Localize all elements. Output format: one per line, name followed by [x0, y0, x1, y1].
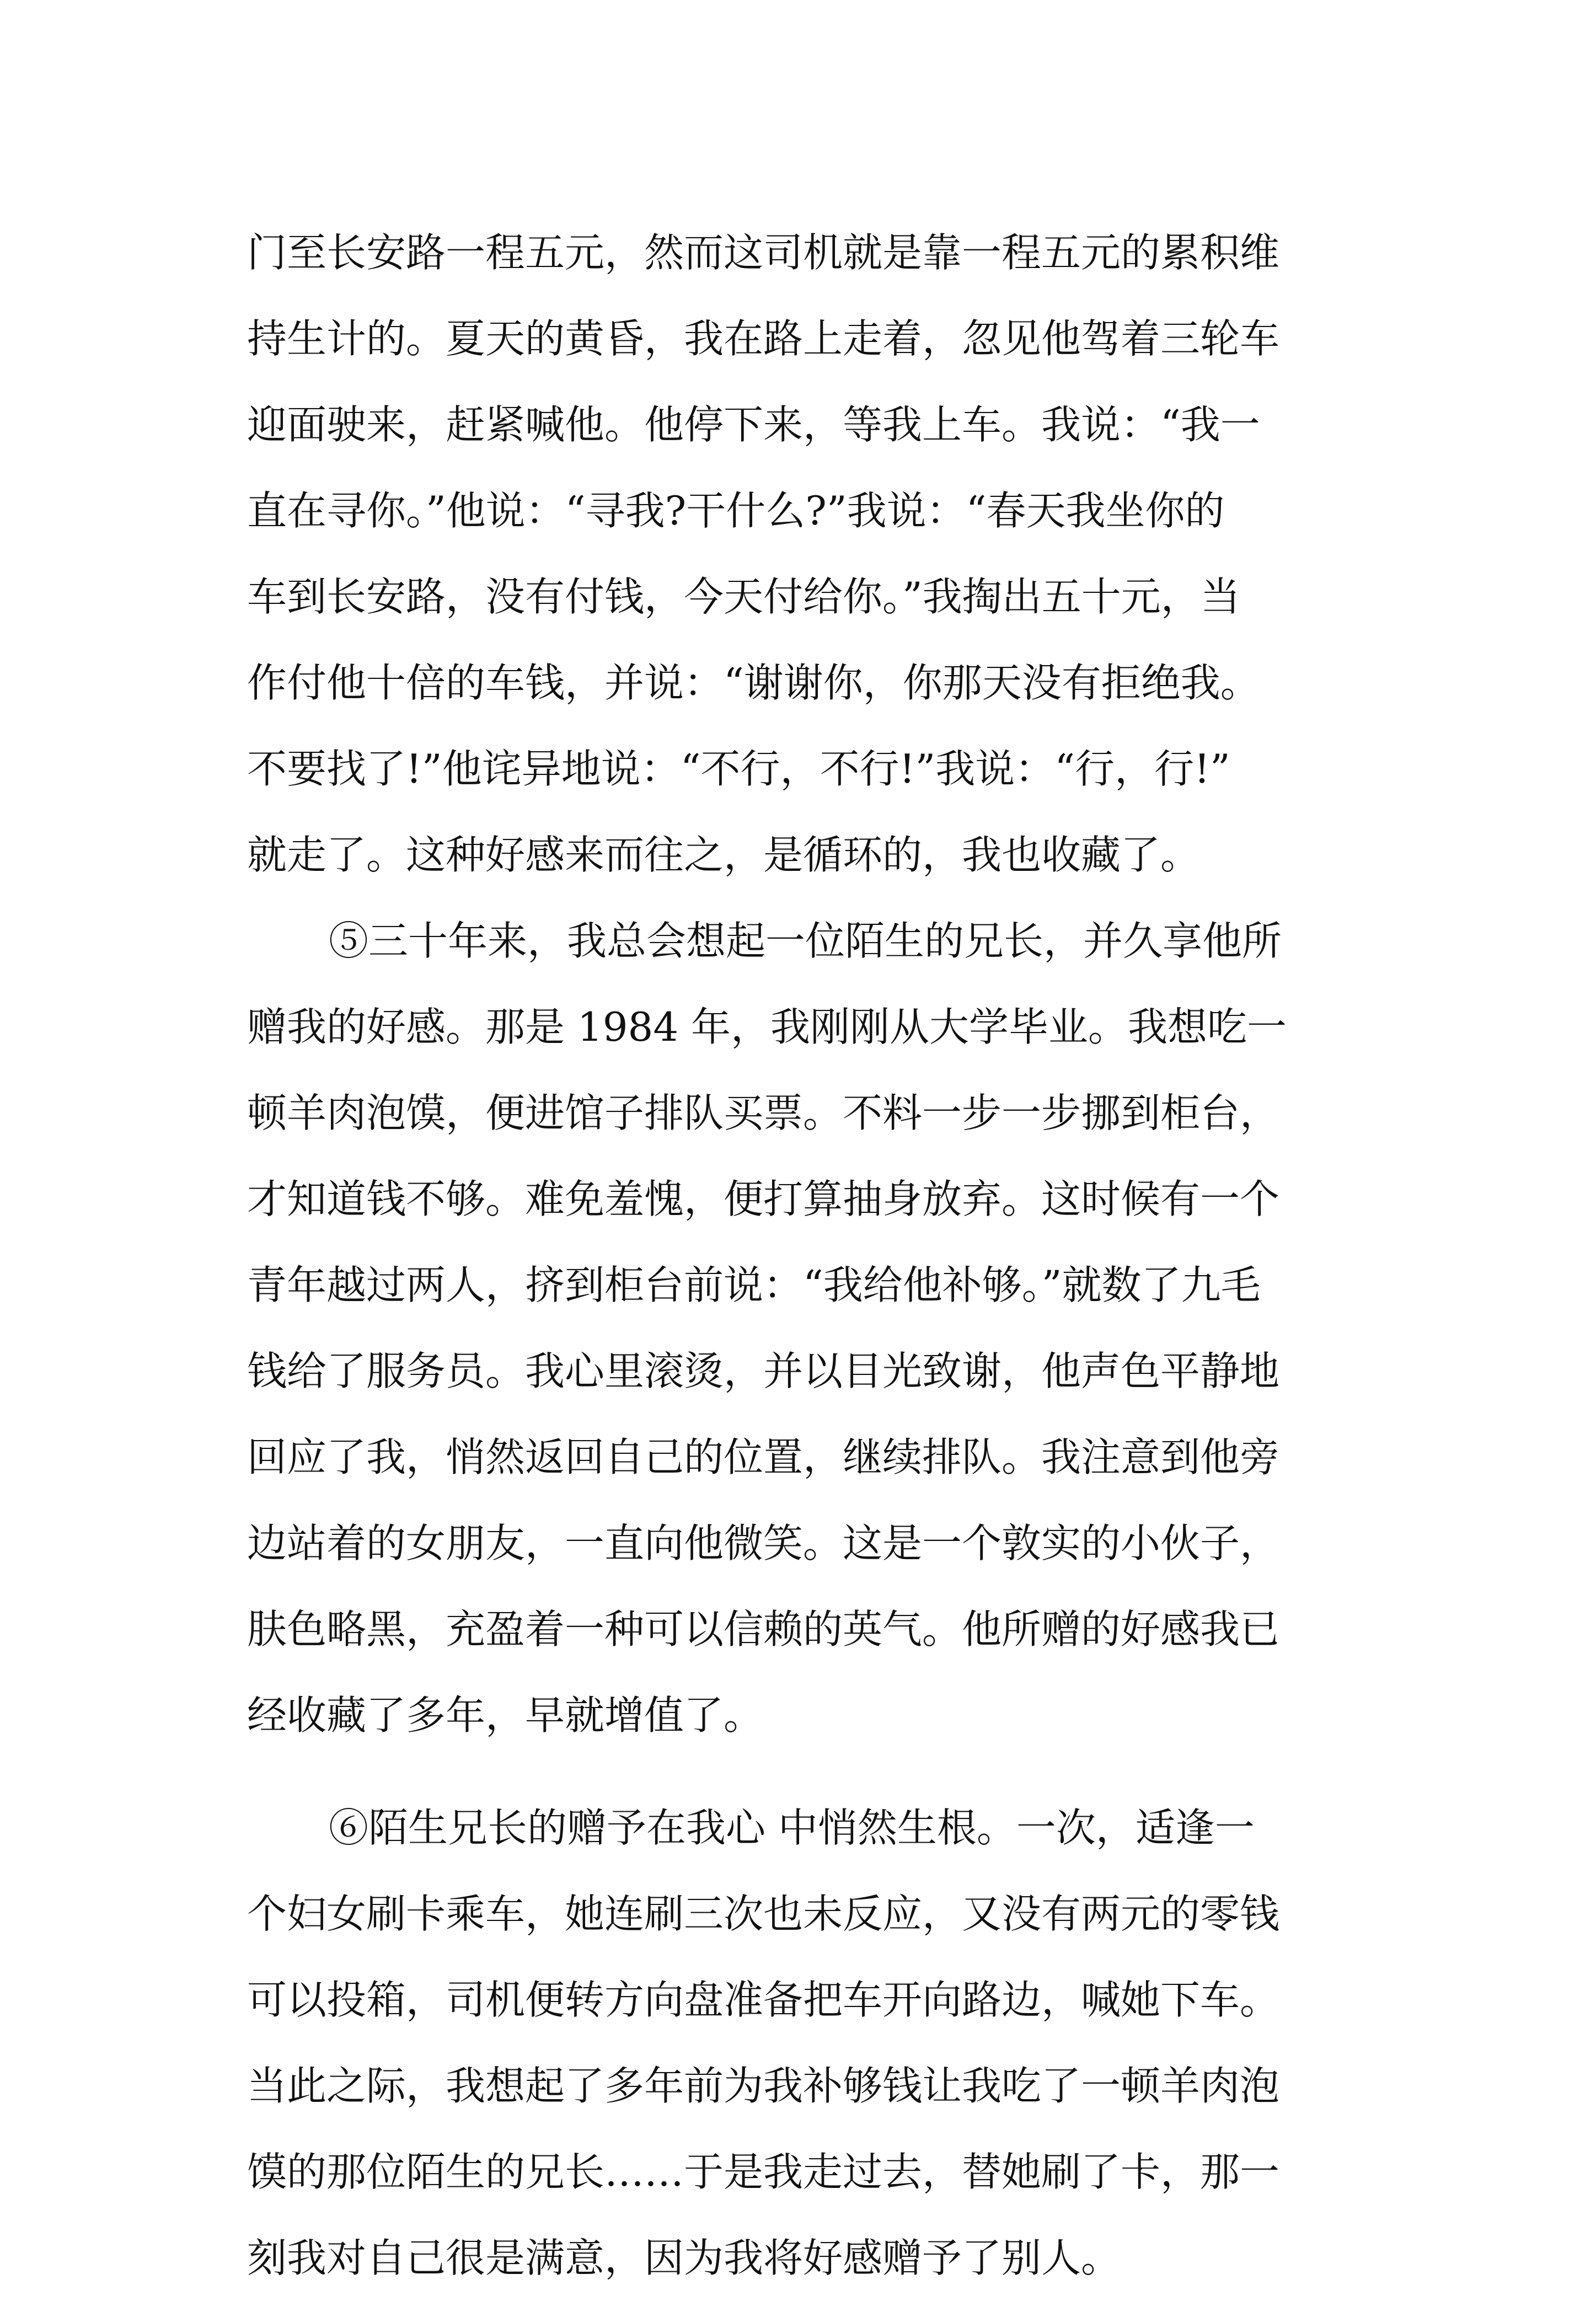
- text-line: 不要找了!”他诧异地说：“不行，不行!”我说：“行，行!”: [247, 746, 1230, 792]
- paragraph-4-continuation: [247, 210, 1394, 898]
- text-line: 顿羊肉泡馍，便进馆子排队买票。不料一步一步挪到柜台，: [247, 1090, 1280, 1136]
- paragraph-5: [247, 898, 1394, 1758]
- text-line: 门至长安路一程五元，然而这司机就是靠一程五元的累积维: [247, 229, 1280, 276]
- text-line: 馍的那位陌生的兄长……于是我走过去，替她刷了卡，那一: [247, 2149, 1280, 2195]
- paragraph-6: [247, 1785, 1394, 2301]
- text-line: 当此之际，我想起了多年前为我补够钱让我吃了一顿羊肉泡: [247, 2063, 1280, 2109]
- text-line: 青年越过两人，挤到柜台前说：“我给他补够。”就数了九毛: [247, 1262, 1261, 1308]
- text-line: 就走了。这种好感来而往之，是循环的，我也收藏了。: [247, 832, 1201, 878]
- text-line: 可以投箱，司机便转方向盘准备把车开向路边，喊她下车。: [247, 1977, 1280, 2023]
- text-line: 回应了我，悄然返回自己的位置，继续排队。我注意到他旁: [247, 1434, 1280, 1480]
- text-line: 迎面驶来，赶紧喊他。他停下来，等我上车。我说：“我一: [247, 402, 1260, 448]
- paragraph-gap: [247, 1758, 1394, 1785]
- text-line: 肤色略黑，充盈着一种可以信赖的英气。他所赠的好感我已: [247, 1606, 1280, 1652]
- text-line: 直在寻你。”他说：“寻我?干什么?”我说：“春天我坐你的: [247, 488, 1225, 534]
- text-line: 刻我对自己很是满意，因为我将好感赠予了别人。: [247, 2235, 1121, 2281]
- article-text: [247, 210, 1394, 2301]
- text-line: 车到长安路，没有付钱，今天付给你。”我掏出五十元，当: [247, 574, 1240, 620]
- text-line: 赠我的好感。那是 1984 年，我刚刚从大学毕业。我想吃一: [247, 1004, 1287, 1050]
- text-line: 边站着的女朋友，一直向他微笑。这是一个敦实的小伙子，: [247, 1520, 1280, 1566]
- text-line: 才知道钱不够。难免羞愧，便打算抽身放弃。这时候有一个: [247, 1176, 1280, 1222]
- text-line: 钱给了服务员。我心里滚烫，并以目光致谢，他声色平静地: [247, 1348, 1280, 1394]
- text-line: 作付他十倍的车钱，并说：“谢谢你，你那天没有拒绝我。: [247, 660, 1260, 706]
- text-line: 经收藏了多年，早就增值了。: [247, 1692, 764, 1738]
- text-line: 持生计的。夏天的黄昏，我在路上走着，忽见他驾着三轮车: [247, 315, 1280, 362]
- text-line: ⑤三十年来，我总会想起一位陌生的兄长，并久享他所: [329, 918, 1282, 964]
- text-line: ⑥陌生兄长的赠予在我心 中悄然生根。一次，适逢一: [329, 1805, 1255, 1851]
- text-line: 个妇女刷卡乘车，她连刷三次也未反应，又没有两元的零钱: [247, 1891, 1280, 1937]
